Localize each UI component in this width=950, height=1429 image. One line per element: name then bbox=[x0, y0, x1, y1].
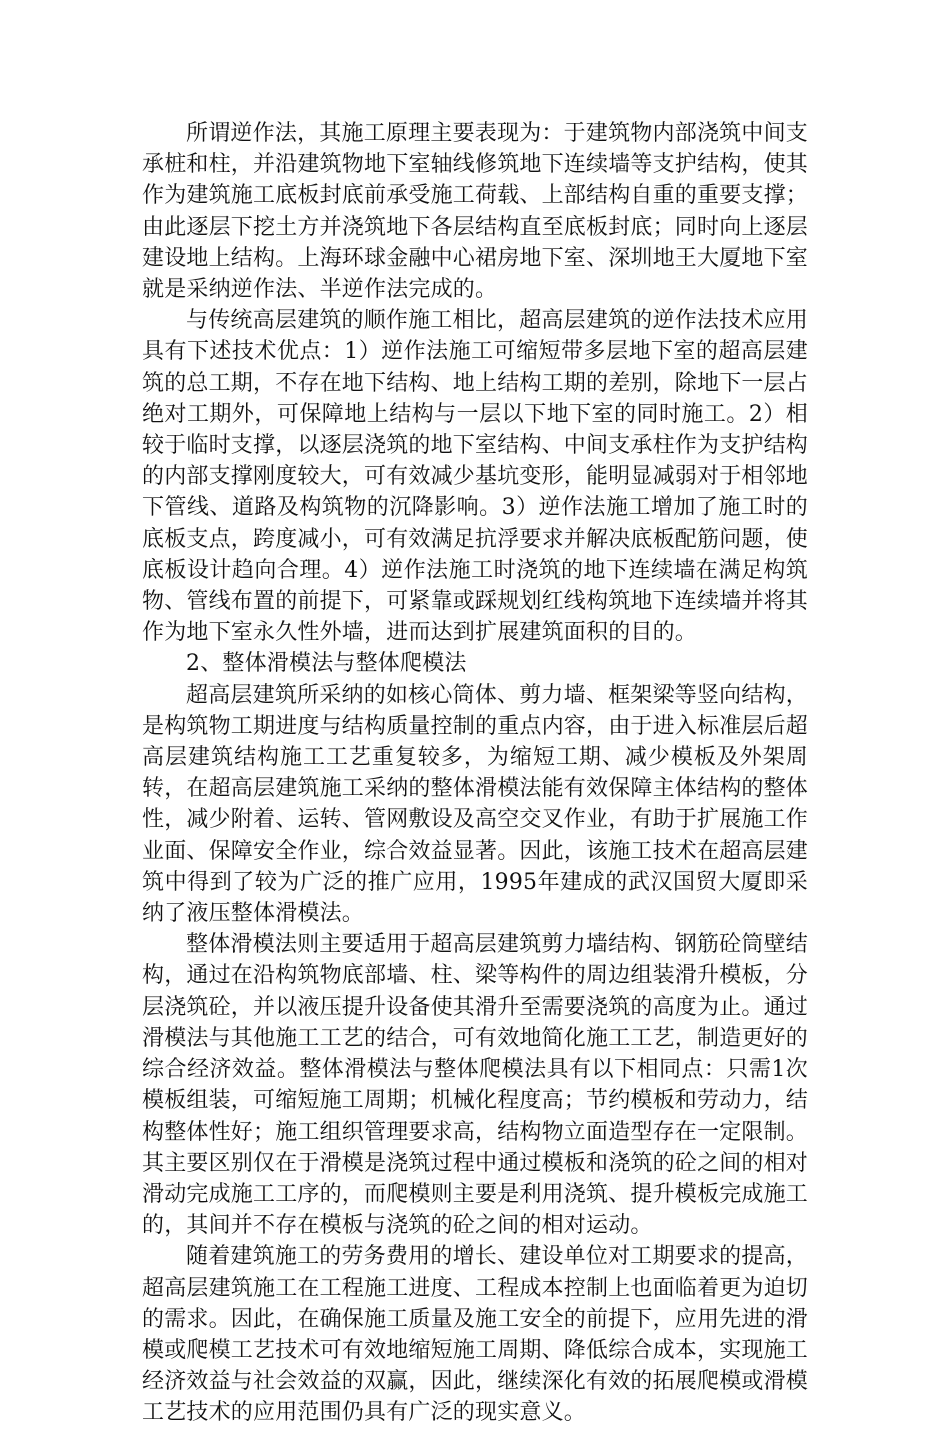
paragraph-reverse-method-principle: 所谓逆作法，其施工原理主要表现为：于建筑物内部浇筑中间支承桩和柱，并沿建筑物地下室轴线修筑地下连续墙等支护结构，使其作为建筑施工底板封底前承受施工荷载、上部结构自重的重要支撑；由此逐层下挖土方并浇筑地下各层结构直至底板封底；同时向上逐层建设地上结构。上海环球金融中心裙房地下室、深圳地王大厦地下室就是采纳逆作法、半逆作法完成的。 bbox=[142, 121, 809, 303]
section-heading-slipform-climbform: 2、整体滑模法与整体爬模法 bbox=[186, 651, 467, 677]
paragraph-slipform-comparison: 整体滑模法则主要适用于超高层建筑剪力墙结构、钢筋砼筒壁结构，通过在沿构筑物底部墙、柱、梁等构件的周边组装滑升模板，分层浇筑砼，并以液压提升设备使其滑升至需要浇筑的高度为止。通过滑模法与其他施工工艺的结合，可有效地简化施工工艺，制造更好的综合经济效益。整体滑模法与整体爬模法具有以下相同点：只需1次模板组装，可缩短施工周期；机械化程度高；节约模板和劳动力，结构整体性好；施工组织管理要求高，结构物立面造型存在一定限制。其主要区别仅在于滑模是浇筑过程中通过模板和浇筑的砼之间的相对滑动完成施工工序的，而爬模则主要是利用浇筑、提升模板完成施工的，其间并不存在模板与浇筑的砼之间的相对运动。 bbox=[142, 932, 809, 1239]
paragraph-reverse-method-advantages: 与传统高层建筑的顺作施工相比，超高层建筑的逆作法技术应用具有下述技术优点：1）逆作法施工可缩短带多层地下室的超高层建筑的总工期，不存在地下结构、地上结构工期的差别，除地下一层占绝对工期外，可保障地上结构与一层以下地下室的同时施工。2）相较于临时支撑，以逐层浇筑的地下室结构、中间支承柱作为支护结构的内部支撑刚度较大，可有效减少基坑变形，能明显减弱对于相邻地下管线、道路及构筑物的沉降影响。3）逆作法施工增加了施工时的底板支点，跨度减小，可有效满足抗浮要求并解决底板配筋问题，使底板设计趋向合理。4）逆作法施工时浇筑的地下连续墙在满足构筑物、管线布置的前提下，可紧靠或踩规划红线构筑地下连续墙并将其作为地下室永久性外墙，进而达到扩展建筑面积的目的。 bbox=[142, 308, 809, 646]
paragraph-conclusion: 随着建筑施工的劳务费用的增长、建设单位对工期要求的提高，超高层建筑施工在工程施工进度、工程成本控制上也面临着更为迫切的需求。因此，在确保施工质量及施工安全的前提下，应用先进的滑模或爬模工艺技术可有效地缩短施工周期、降低综合成本，实现施工经济效益与社会效益的双赢，因此，继续深化有效的拓展爬模或滑模工艺技术的应用范围仍具有广泛的现实意义。 bbox=[142, 1244, 809, 1426]
document-body bbox=[142, 118, 808, 1429]
paragraph-slipform-application: 超高层建筑所采纳的如核心筒体、剪力墙、框架梁等竖向结构，是构筑物工期进度与结构质量控制的重点内容，由于进入标准层后超高层建筑结构施工工艺重复较多，为缩短工期、减少模板及外架周转，在超高层建筑施工采纳的整体滑模法能有效保障主体结构的整体性，减少附着、运转、管网敷设及高空交叉作业，有助于扩展施工作业面、保障安全作业，综合效益显著。因此，该施工技术在超高层建筑中得到了较为广泛的推广应用，1995年建成的武汉国贸大厦即采纳了液压整体滑模法。 bbox=[142, 682, 809, 927]
